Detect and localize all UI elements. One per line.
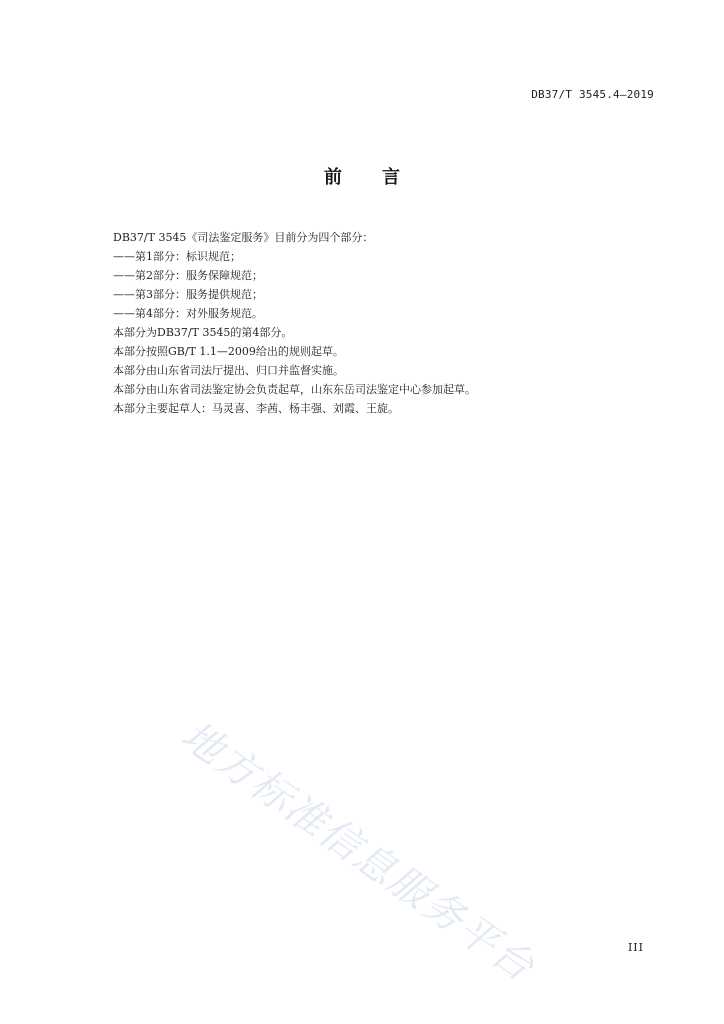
foreword-body [113, 228, 653, 418]
foreword-line: ——第3部分：服务提供规范； [113, 288, 263, 301]
watermark: 地方标准信息服务平台 [172, 712, 544, 992]
foreword-line: 本部分为DB37/T 3545的第4部分。 [113, 326, 293, 339]
document-code: DB37/T 3545.4—2019 [531, 88, 654, 101]
foreword-line: DB37/T 3545《司法鉴定服务》目前分为四个部分： [113, 231, 374, 244]
foreword-line: ——第2部分：服务保障规范； [113, 269, 263, 282]
foreword-line: 本部分主要起草人：马灵喜、李茜、杨丰强、刘霞、王旋。 [113, 402, 399, 415]
page-number: III [627, 941, 644, 954]
foreword-line: 本部分由山东省司法鉴定协会负责起草，山东东岳司法鉴定中心参加起草。 [113, 383, 476, 396]
foreword-line: 本部分由山东省司法厅提出、归口并监督实施。 [113, 364, 344, 377]
foreword-line: ——第4部分：对外服务规范。 [113, 307, 263, 320]
foreword-line: ——第1部分：标识规范； [113, 250, 241, 263]
foreword-line: 本部分按照GB/T 1.1—2009给出的规则起草。 [113, 345, 344, 358]
page-title: 前言 [324, 167, 440, 188]
